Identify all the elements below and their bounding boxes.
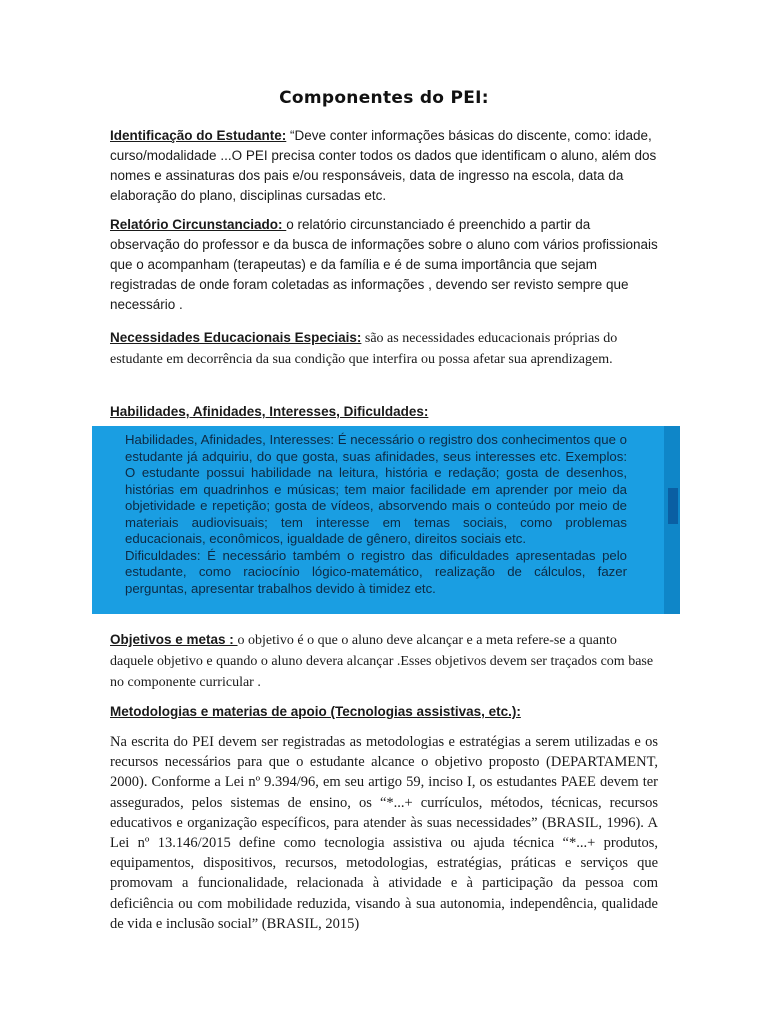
section-metodologias <box>110 702 658 722</box>
section-identificacao <box>110 126 658 206</box>
section-heading: Necessidades Educacionais Especiais: <box>110 330 362 345</box>
section-text: o objetivo é o que o aluno deve alcançar e a meta refere-se a quanto daquele objetivo e quando o aluno devera alcançar .Esses objetivos devem ser traçados com base no componente curricular . <box>110 633 654 690</box>
highlight-box <box>92 426 680 614</box>
section-text: são as necessidades educacionais próprias do estudante em decorrência da sua condição que interfira ou possa afetar sua aprendizagem. <box>110 331 618 367</box>
closing-paragraph: Na escrita do PEI devem ser registradas as metodologias e estratégias a serem utilizadas e os recursos necessários para que o estudante alcance o objetivo proposto (DEPARTAMENT, 2000). Conforme a Lei nº 9.394/96, em seu artigo 59, inciso I, os estudantes PAEE devem ter assegurados, pelos sistemas de ensino, os “*...+ currículos, métodos, técnicas, recursos educativos e organização específicos, para atender às suas necessidades” (BRASIL, 1996). A Lei nº 13.146/2015 define como tecnologia assistiva ou ajuda técnica “*...+ produtos, equipamentos, dispositivos, recursos, metodologias, estratégias, práticas e serviços que promovam a funcionalidade, relacionada à atividade e à participação da pessoa com deficiência ou com mobilidade reduzida, visando à sua autonomia, independência, qualidade de vida e inclusão social” (BRASIL, 2015) <box>110 734 658 932</box>
box-side-tab <box>668 488 678 524</box>
section-heading: Identificação do Estudante: <box>110 128 287 143</box>
section-heading: Habilidades, Afinidades, Interesses, Dificuldades: <box>110 404 429 419</box>
box-text <box>125 432 627 597</box>
section-relatorio <box>110 215 658 315</box>
section-text: o relatório circunstanciado é preenchido a partir da observação do professor e da busca de informações sobre o aluno com vários profissionais que o acompanham (terapeutas) e da família e é de suma importância que sejam registradas de onde foram coletadas as informações , devendo ser revisto sempre que necessário . <box>110 217 658 312</box>
section-habilidades <box>110 402 658 422</box>
box-paragraph-habilidades: Habilidades, Afinidades, Interesses: É necessário o registro dos conhecimentos que o estudante já adquiriu, do que gosta, suas afinidades, seus interesses etc. Exemplos: O estudante possui habilidade na leitura, história e redação; gosta de desenhos, histórias em quadrinhos e músicas; tem maior facilidade em aprender por meio da objetividade e repetição; gosta de vídeos, absorvendo mais o conteúdo por meio de materiais audiovisuais; tem interesse em temas sociais, como problemas educacionais, econômicos, igualdade de gênero, direitos sociais etc. <box>125 432 627 546</box>
section-necessidades <box>110 328 658 370</box>
section-heading: Relatório Circunstanciado: <box>110 217 287 232</box>
box-paragraph-dificuldades: Dificuldades: É necessário também o registro das dificuldades apresentadas pelo estudante, como raciocínio lógico-matemático, realização de cálculos, fazer perguntas, apresentar trabalhos devido à timidez etc. <box>125 547 627 596</box>
section-heading: Metodologias e materias de apoio (Tecnologias assistivas, etc.): <box>110 704 521 719</box>
page-title: Componentes do PEI: <box>279 88 489 108</box>
section-text: “Deve conter informações básicas do discente, como: idade, curso/modalidade ...O PEI precisa conter todos os dados que identificam o aluno, além dos nomes e assinaturas dos pais e/ou responsáveis, data de ingresso na escola, data da elaboração do plano, disciplinas cursadas etc. <box>110 128 657 203</box>
section-heading: Objetivos e metas : <box>110 632 238 647</box>
section-objetivos <box>110 630 658 693</box>
